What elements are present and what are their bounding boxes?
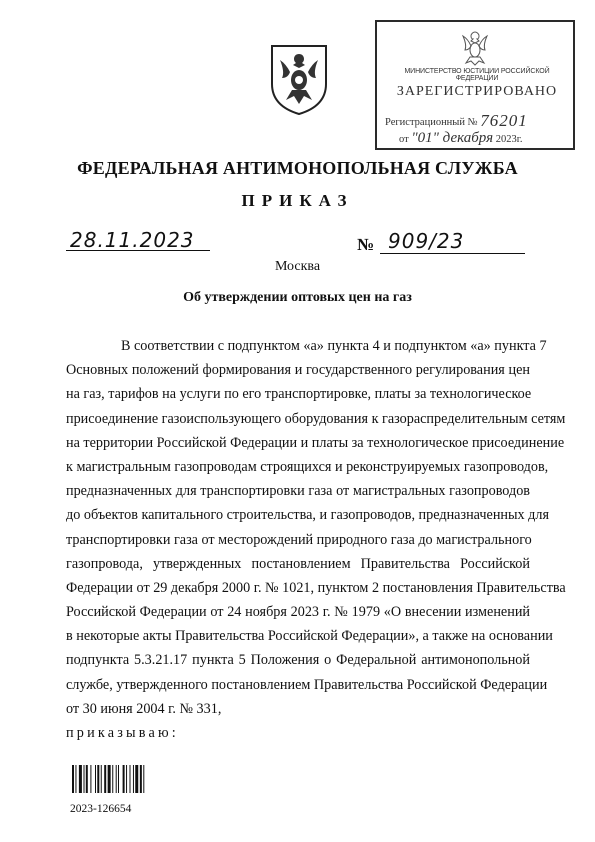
stamp-registered-label: ЗАРЕГИСТРИРОВАНО [396,84,558,99]
number-underline [380,253,525,254]
body-line: газопровода, утвержденных постановлением Правительства Российской [66,555,530,572]
state-emblem-icon [268,40,330,116]
body-line: подпункта 5.3.21.17 пункта 5 Положения о Федеральной антимонопольной [66,652,530,669]
body-line: Российской Федерации от 24 ноября 2023 г. № 1979 «О внесении изменений [66,604,530,621]
body-line: транспортировки газа от месторождений природного газа до магистрального [66,531,532,548]
stamp-date-year: 2023г. [495,134,523,145]
city-label: Москва [274,259,321,274]
body-line: в некоторые акты Правительства Российской Федерации», а также на основании [66,628,553,645]
body-line: Федерации от 29 декабря 2000 г. № 1021, пунктом 2 постановления Правительства [66,579,566,596]
order-date: 28.11.2023 [70,228,195,252]
stamp-regnum-label: Регистрационный № [385,117,478,128]
stamp-emblem-icon [457,26,493,66]
body-paragraph [66,334,566,721]
stamp-regnum-value: 76201 [480,111,528,130]
body-line: В соответствии с подпунктом «а» пункта 4 и подпунктом «а» пункта 7 [121,338,547,354]
order-number: 909/23 [388,229,465,253]
body-line: на газ, тарифов на услуги по его транспортировке, платы за технологическое [66,386,532,403]
body-line: присоединение газоиспользующего оборудования к газораспределительным сетям [66,410,566,427]
order-subject: Об утверждении оптовых цен на газ [183,290,412,305]
stamp-regnum-row [385,110,575,130]
body-line: на территории Российской Федерации и платы за технологическое присоединение [66,434,565,451]
body-line: к магистральным газопроводам строящихся и реконструируемых газопроводов, [66,458,549,475]
agency-name: ФЕДЕРАЛЬНАЯ АНТИМОНОПОЛЬНАЯ СЛУЖБА [77,158,518,178]
body-line: службе, утвержденного постановлением Правительства Российской Федерации [66,676,548,693]
stamp-ministry-label: МИНИСТЕРСТВО ЮСТИЦИИ РОССИЙСКОЙ ФЕДЕРАЦИИ [404,68,550,82]
stamp-date-row [399,130,575,147]
body-line: предназначенных для транспортировки газа от магистральных газопроводов [66,483,530,500]
registration-stamp [375,20,575,150]
body-line: от 30 июня 2004 г. № 331, [66,700,222,717]
body-line: до объектов капитального строительства, и газопроводов, предназначенных для [66,507,550,524]
order-verb: приказываю: [66,725,179,741]
barcode-icon [72,765,168,793]
stamp-date-prefix: от [399,134,409,145]
stamp-date-value: "01" декабря [411,130,494,146]
order-number-sign: № [357,235,375,254]
order-title: ПРИКАЗ [241,191,354,210]
date-underline [66,250,210,251]
document-code: 2023-126654 [70,803,132,815]
body-line: Основных положений формирования и государственного регулирования цен [66,362,530,379]
